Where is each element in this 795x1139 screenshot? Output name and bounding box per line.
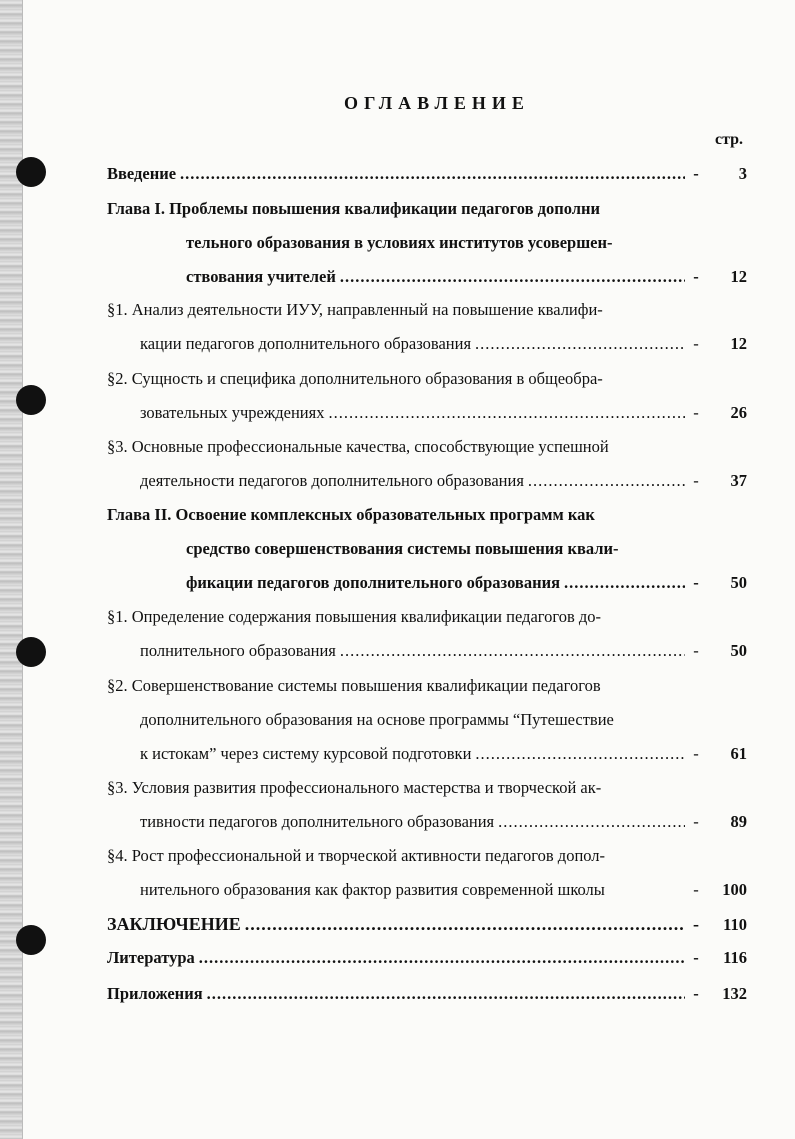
toc-entry-text: тельного образования в условиях институтов усовершен- — [186, 233, 613, 252]
toc-page-number: 132 — [722, 984, 747, 1003]
toc-entry-literature[interactable]: Литература ..... - 116 — [107, 941, 747, 975]
punch-hole — [16, 157, 46, 187]
toc-entry-text: средство совершенствования системы повышения квали- — [186, 539, 619, 558]
page-column-label: стр. — [715, 131, 744, 148]
toc-entry-text: §2. Сущность и специфика дополнительного образования в общеобра- — [107, 369, 603, 388]
toc-entry-text: к истокам” через систему курсовой подготовки — [140, 744, 472, 763]
toc-page-number: 116 — [723, 948, 747, 967]
toc-entry-text: тивности педагогов дополнительного образования — [140, 812, 495, 831]
toc-entry-text: ЗАКЛЮЧЕНИЕ — [107, 914, 241, 934]
toc-entry-text: §4. Рост профессиональной и творческой активности педагогов допол- — [107, 846, 606, 865]
toc-entry-chapter-1[interactable]: Глава I. Проблемы повышения квалификации педагогов дополни тельного образования в условиях институтов усовершен- ствования учителей ..... - 12 — [107, 192, 747, 294]
toc-entry-text: деятельности педагогов дополнительного образования — [140, 471, 524, 490]
toc-entry-text: Приложения — [107, 984, 203, 1003]
toc-entry-section[interactable]: §2. Совершенствование системы повышения квалификации педагогов дополнительного образования на основе программы “Путешествие к истокам” через систему курсовой подготовки ..... - 61 — [107, 669, 747, 771]
toc-entry-text: §2. Совершенствование системы повышения квалификации педагогов — [107, 676, 601, 695]
toc-page-number: 100 — [722, 880, 747, 899]
toc-entry-text: кации педагогов дополнительного образования — [140, 334, 472, 353]
toc-page-number: 3 — [738, 164, 747, 183]
toc-page-number: 12 — [730, 334, 747, 353]
toc-page-number: 50 — [730, 641, 747, 660]
toc-entry-introduction[interactable]: Введение ..... - 3 — [107, 157, 747, 191]
punch-hole — [16, 925, 46, 955]
punch-hole — [16, 385, 46, 415]
toc-page-number: 26 — [730, 403, 747, 422]
toc-entry-chapter-2[interactable]: Глава II. Освоение комплексных образовательных программ как средство совершенствования системы повышения квали- фикации педагогов дополнительного образования ..... - 50 — [107, 498, 747, 600]
toc-page-number: 110 — [723, 915, 747, 934]
toc-entry-text: §3. Основные профессиональные качества, способствующие успешной — [107, 437, 609, 456]
toc-entry-text: фикации педагогов дополнительного образования — [186, 573, 561, 592]
toc-entry-text: дополнительного образования на основе программы “Путешествие — [140, 710, 614, 729]
toc-entry-text: §3. Условия развития профессионального мастерства и творческой ак- — [107, 778, 602, 797]
toc-entry-text: Глава II. Освоение комплексных образовательных программ как — [107, 505, 595, 524]
toc-page-number: 37 — [730, 471, 747, 490]
toc-entry-text: Глава I. Проблемы повышения квалификации педагогов дополни — [107, 199, 601, 218]
toc-entry-text: нительного образования как фактор развития современной школы — [140, 880, 605, 899]
toc-entry-section[interactable]: §3. Основные профессиональные качества, способствующие успешной деятельности педагогов дополнительного образования ..... - 37 — [107, 430, 747, 498]
toc-entry-conclusion[interactable]: ЗАКЛЮЧЕНИЕ ..... - 110 — [107, 907, 747, 941]
toc-page-number: 12 — [730, 267, 747, 286]
toc-page-number: 61 — [730, 744, 747, 763]
toc-entry-section[interactable]: §2. Сущность и специфика дополнительного образования в общеобра- зовательных учреждениях ..... - 26 — [107, 362, 747, 430]
toc-entry-section[interactable]: §1. Определение содержания повышения квалификации педагогов до- полнительного образования ..... - 50 — [107, 600, 747, 668]
toc-entry-text: ствования учителей — [186, 267, 336, 286]
toc-entry-text: §1. Анализ деятельности ИУУ, направленный на повышение квалифи- — [107, 300, 603, 319]
punch-hole — [16, 637, 46, 667]
toc-entry-section[interactable]: §4. Рост профессиональной и творческой активности педагогов допол- нительного образования как фактор развития современной школы - 100 — [107, 839, 747, 907]
toc-entry-appendices[interactable]: Приложения ..... - 132 — [107, 977, 747, 1011]
page-title: ОГЛАВЛЕНИЕ — [344, 93, 530, 113]
toc-entry-text: Литература — [107, 948, 195, 967]
toc-entry-section[interactable]: §3. Условия развития профессионального мастерства и творческой ак- тивности педагогов дополнительного образования ..... - 89 — [107, 771, 747, 839]
toc-page-number: 50 — [730, 573, 747, 592]
toc-entry-text: §1. Определение содержания повышения квалификации педагогов до- — [107, 607, 602, 626]
toc-entry-section[interactable]: §1. Анализ деятельности ИУУ, направленный на повышение квалифи- кации педагогов дополнительного образования ..... - 12 — [107, 293, 747, 361]
toc-entry-text: полнительного образования — [140, 641, 336, 660]
toc-entry-text: зовательных учреждениях — [140, 403, 325, 422]
toc-entry-text: Введение — [107, 164, 177, 183]
toc-page-number: 89 — [730, 812, 747, 831]
